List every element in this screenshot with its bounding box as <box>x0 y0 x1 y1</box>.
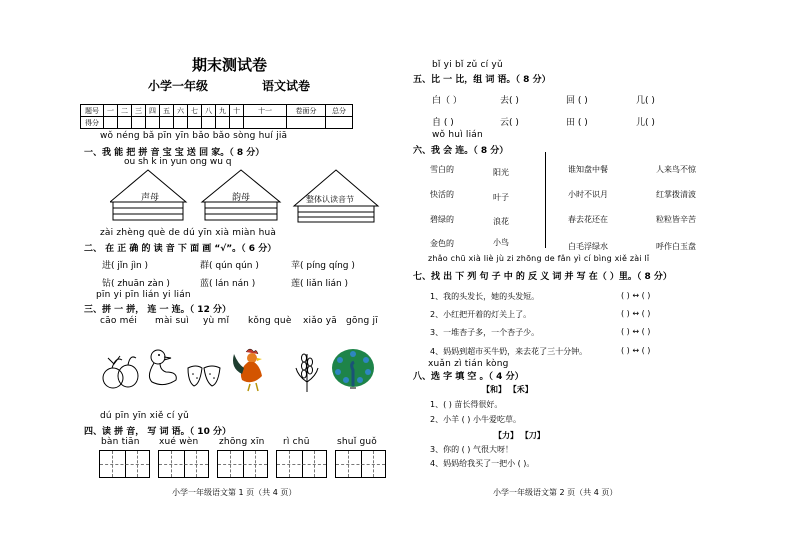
q6-pinyin: wǒ huì lián <box>432 130 483 140</box>
q4-heading: 四、读 拼 音， 写 词 语。（ 10 分） <box>84 427 231 437</box>
q1-heading: 一、我 能 把 拼 音 宝 宝 送 回 家。（ 8 分） <box>84 148 265 158</box>
q2-item[interactable]: 苹( píng qíng ) <box>291 261 355 271</box>
score-cell: 得分 <box>81 117 104 129</box>
score-input-cell[interactable] <box>216 117 230 129</box>
q7-item: 2、小红把开着的灯关上了。 <box>430 310 532 319</box>
q4-word: zhōng xīn <box>219 437 265 447</box>
q6-right-word[interactable]: 阳光 <box>493 168 509 177</box>
q4-pinyin: dú pīn yīn xiě cí yǔ <box>100 411 190 421</box>
score-cell: 九 <box>216 105 230 117</box>
page-footer-right: 小学一年级语文第 2 页（共 4 页） <box>493 488 618 497</box>
page-title: 期末测试卷 <box>192 56 268 74</box>
q5-item[interactable]: 自 ( ) <box>432 118 454 128</box>
q1-letters: ou sh k in yun ong wu q <box>124 157 232 167</box>
score-cell: 十一 <box>244 105 287 117</box>
q6-poem-left[interactable]: 白毛浮绿水 <box>568 242 608 251</box>
grade-label: 小学一年级 <box>148 79 209 93</box>
score-cell: 四 <box>146 105 160 117</box>
q4-word: shuǐ guǒ <box>337 437 377 447</box>
q5-item[interactable]: 去( ) <box>500 96 519 106</box>
q7-item: 4、妈妈到超市买牛奶，来去花了三十分钟。 <box>430 347 588 356</box>
q6-divider <box>545 152 546 248</box>
q3-word[interactable]: gōng jī <box>346 316 378 326</box>
q7-answer-blanks[interactable]: ( ) ↔ ( ) <box>621 327 651 336</box>
q3-word[interactable]: mài suì <box>155 316 189 326</box>
score-cell: 七 <box>188 105 202 117</box>
q5-item[interactable]: 田 ( ) <box>566 118 588 128</box>
score-cell: 题号 <box>81 105 104 117</box>
q8-item[interactable]: 1、( ) 苗长得很好。 <box>430 400 503 409</box>
score-input-cell[interactable] <box>287 117 326 129</box>
q5-heading: 五、比 一 比，组 词 语。（ 8 分） <box>413 75 551 85</box>
q7-answer-blanks[interactable]: ( ) ↔ ( ) <box>621 309 651 318</box>
q6-poem-right[interactable]: 呼作白玉盘 <box>656 242 696 251</box>
page-footer-left: 小学一年级语文第 1 页（共 4 页） <box>172 488 297 497</box>
score-cell: 十 <box>230 105 244 117</box>
q8-char-pair: 【力】 【刀】 <box>494 431 545 440</box>
subject-label: 语文试卷 <box>262 79 311 93</box>
q2-pinyin: zài zhèng què de dú yīn xià miàn huà <box>100 228 277 238</box>
q6-left-word[interactable]: 碧绿的 <box>430 215 454 224</box>
q2-item[interactable]: 进( jǐn jìn ) <box>102 261 149 271</box>
q2-item[interactable]: 群( qún qún ) <box>200 261 259 271</box>
score-cell: 二 <box>118 105 132 117</box>
wheat-icon[interactable] <box>292 348 322 392</box>
q7-item: 3、一堆杏子多，一个杏子少。 <box>430 328 540 337</box>
q3-pinyin: pīn yi pīn lián yi lián <box>96 290 191 300</box>
writing-grid[interactable] <box>158 450 209 478</box>
q4-word: xué wèn <box>159 437 199 447</box>
q2-heading: 二、 在 正 确 的 读 音 下 面 画 “√”。（ 6 分） <box>84 244 277 254</box>
q8-item[interactable]: 3、你的 ( ) 气很大呀！ <box>430 445 513 454</box>
q8-item[interactable]: 2、小羊 ( ) 小牛爱吃草。 <box>430 415 521 424</box>
q7-item: 1、我的头发长，她的头发短。 <box>430 292 540 301</box>
house-label-whole-syllables: 整体认读音节 <box>306 195 354 204</box>
q6-poem-right[interactable]: 人来鸟不惊 <box>656 165 696 174</box>
score-input-cell[interactable] <box>230 117 244 129</box>
q3-heading: 三、拼 一 拼， 连 一 连。（ 12 分） <box>84 305 231 315</box>
q6-poem-left[interactable]: 小时不识月 <box>568 190 608 199</box>
score-table <box>80 104 353 129</box>
q5-item[interactable]: 白（ ） <box>432 96 462 106</box>
house-label-finals: 韵母 <box>232 193 251 203</box>
q2-item[interactable]: 钻( zhuān zàn ) <box>102 279 170 289</box>
score-cell: 一 <box>104 105 118 117</box>
score-input-cell[interactable] <box>202 117 216 129</box>
q6-right-word[interactable]: 叶子 <box>493 193 509 202</box>
q2-item[interactable]: 蓝( lán nán ) <box>200 279 256 289</box>
score-cell: 六 <box>174 105 188 117</box>
house-label-initials: 声母 <box>141 193 160 203</box>
q8-pinyin: xuǎn zì tián kòng <box>428 359 509 369</box>
strawberries-icon[interactable] <box>184 362 224 390</box>
q3-word[interactable]: kǒng què <box>248 316 292 326</box>
q7-answer-blanks[interactable]: ( ) ↔ ( ) <box>621 346 651 355</box>
writing-grid[interactable] <box>335 450 386 478</box>
q6-poem-left[interactable]: 春去花还在 <box>568 215 608 224</box>
q1-pinyin: wǒ néng bǎ pīn yīn bǎo bǎo sòng huí jiā <box>100 131 288 141</box>
score-table-header-row <box>81 105 353 117</box>
q2-item[interactable]: 莲( liǎn lián ) <box>291 279 349 289</box>
q3-word[interactable]: cāo méi <box>100 316 138 326</box>
writing-grid[interactable] <box>217 450 268 478</box>
duckling-icon[interactable] <box>144 348 180 390</box>
writing-grid[interactable] <box>276 450 327 478</box>
q5-item[interactable]: 回 ( ) <box>566 96 588 106</box>
q5-item[interactable]: 儿( ) <box>636 118 655 128</box>
score-cell: 总分 <box>326 105 353 117</box>
score-input-cell[interactable] <box>132 117 146 129</box>
q3-word[interactable]: yù mǐ <box>203 316 230 326</box>
q6-poem-left[interactable]: 谁知盘中餐 <box>568 165 608 174</box>
peacock-icon[interactable] <box>330 346 376 394</box>
score-input-cell[interactable] <box>174 117 188 129</box>
rooster-icon[interactable] <box>228 346 276 392</box>
q6-poem-right[interactable]: 红掌拨清波 <box>656 190 696 199</box>
q6-heading: 六、我 会 连。（ 8 分） <box>413 146 509 156</box>
score-input-cell[interactable] <box>160 117 174 129</box>
q7-answer-blanks[interactable]: ( ) ↔ ( ) <box>621 291 651 300</box>
score-table-score-row <box>81 117 353 129</box>
score-input-cell[interactable] <box>118 117 132 129</box>
q4-word: rì chū <box>283 437 310 447</box>
q6-poem-right[interactable]: 粒粒皆辛苦 <box>656 215 696 224</box>
q8-item[interactable]: 4、妈妈给我买了一把小 ( )。 <box>430 459 535 468</box>
writing-grid[interactable] <box>99 450 150 478</box>
q8-heading: 八、选 字 填 空 。（ 4 分） <box>413 372 524 382</box>
q5-item[interactable]: 云( ) <box>500 118 519 128</box>
q5-pinyin: bǐ yi bǐ zǔ cí yǔ <box>432 60 503 70</box>
q3-word[interactable]: xiǎo yā <box>303 316 337 326</box>
q6-left-word[interactable]: 快活的 <box>430 190 454 199</box>
score-cell: 三 <box>132 105 146 117</box>
score-input-cell[interactable] <box>146 117 160 129</box>
q5-item[interactable]: 几( ) <box>636 96 655 106</box>
strawberry-plum-icon[interactable] <box>100 350 140 392</box>
score-input-cell[interactable] <box>244 117 287 129</box>
score-cell: 八 <box>202 105 216 117</box>
score-input-cell[interactable] <box>188 117 202 129</box>
q4-word: bàn tiān <box>101 437 140 447</box>
score-input-cell[interactable] <box>326 117 353 129</box>
q6-right-word[interactable]: 浪花 <box>493 217 509 226</box>
score-input-cell[interactable] <box>104 117 118 129</box>
q7-heading: 七、找 出 下 列 句 子 中 的 反 义 词 并 写 在（ ）里。（ 8 分） <box>413 272 672 282</box>
q6-left-word[interactable]: 雪白的 <box>430 165 454 174</box>
score-cell: 卷面分 <box>287 105 326 117</box>
score-cell: 五 <box>160 105 174 117</box>
q6-left-word[interactable]: 金色的 <box>430 239 454 248</box>
q8-char-pair: 【和】 【禾】 <box>482 385 533 394</box>
q6-right-word[interactable]: 小鸟 <box>493 238 509 247</box>
q7-pinyin: zhǎo chū xià liè jù zi zhōng de fǎn yì cí bìng xiě zài lǐ <box>428 254 650 263</box>
